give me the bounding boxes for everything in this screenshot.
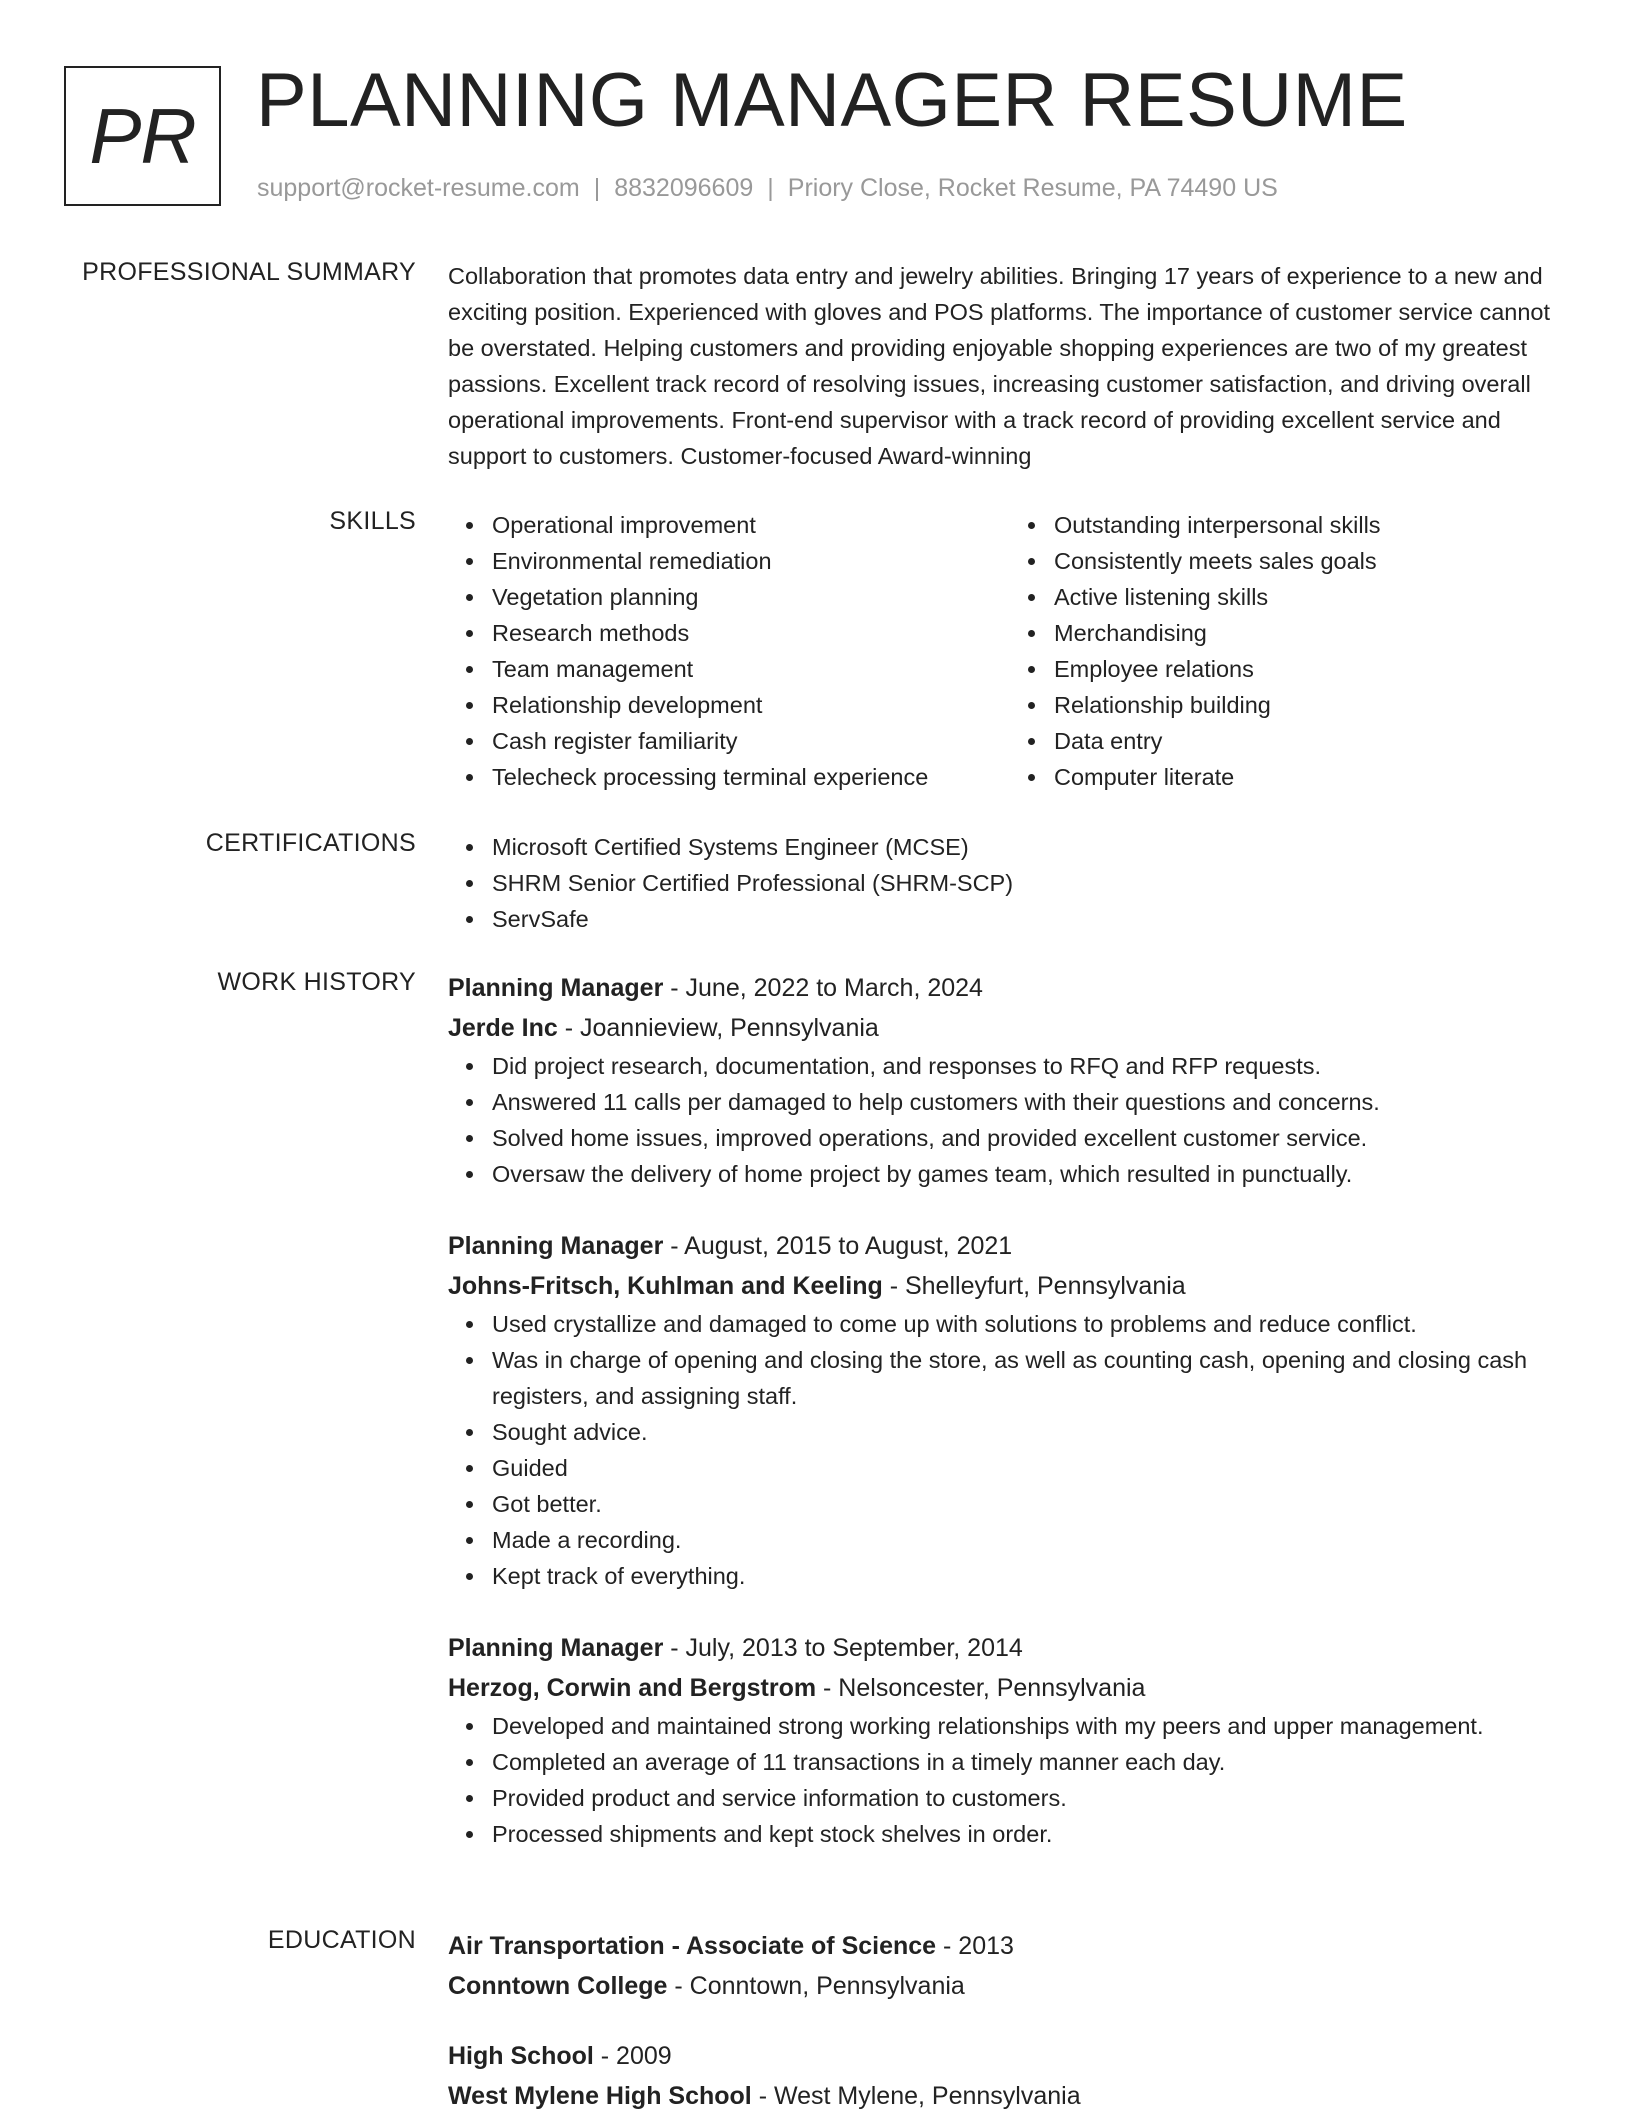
skill-item: Vegetation planning — [492, 579, 1010, 615]
job-bullet: Got better. — [492, 1486, 1572, 1522]
job-title: Planning Manager — [448, 1232, 664, 1260]
skill-item: Operational improvement — [492, 507, 1010, 543]
job-dates: - July, 2013 to September, 2014 — [663, 1634, 1023, 1662]
job-bullet: Solved home issues, improved operations, and provided excellent customer service. — [492, 1120, 1572, 1156]
contact-address: Priory Close, Rocket Resume, PA 74490 US — [787, 174, 1278, 202]
education-year: - 2013 — [936, 1932, 1014, 1960]
job-company-line — [448, 1266, 1572, 1306]
summary-body — [448, 258, 1572, 474]
job-bullet: Answered 11 calls per damaged to help customers with their questions and concerns. — [492, 1084, 1572, 1120]
skills-list-right — [1010, 507, 1572, 795]
skill-item: Telecheck processing terminal experience — [492, 759, 1010, 795]
skill-item: Computer literate — [1054, 759, 1572, 795]
job-company: Johns-Fritsch, Kuhlman and Keeling — [448, 1272, 883, 1300]
contact-line — [257, 174, 1278, 203]
job-title-line — [448, 1226, 1572, 1266]
job-company: Jerde Inc — [448, 1014, 558, 1042]
certifications-list — [448, 829, 1572, 937]
education-location: - West Mylene, Pennsylvania — [751, 2082, 1081, 2110]
section-label-education: EDUCATION — [267, 1926, 416, 1954]
job-bullet: Guided — [492, 1450, 1572, 1486]
job-entry — [448, 968, 1572, 1192]
job-bullets — [448, 1048, 1572, 1192]
job-location: - Shelleyfurt, Pennsylvania — [882, 1272, 1186, 1300]
skill-item: Consistently meets sales goals — [1054, 543, 1572, 579]
education-degree: High School — [448, 2042, 594, 2070]
education-degree: Air Transportation - Associate of Science — [448, 1932, 937, 1960]
monogram-initials: PR — [89, 91, 196, 180]
skill-item: Relationship building — [1054, 687, 1572, 723]
section-label-summary: PROFESSIONAL SUMMARY — [82, 258, 416, 286]
job-company: Herzog, Corwin and Bergstrom — [448, 1674, 817, 1702]
job-bullet: Did project research, documentation, and responses to RFQ and RFP requests. — [492, 1048, 1572, 1084]
skills-grid — [448, 507, 1572, 795]
education-school-line — [448, 1966, 1572, 2006]
education-entry — [448, 2036, 1572, 2116]
section-label-certifications: CERTIFICATIONS — [205, 829, 416, 857]
skill-item: Cash register familiarity — [492, 723, 1010, 759]
job-entry — [448, 1226, 1572, 1594]
job-title-line — [448, 1628, 1572, 1668]
education-school-line — [448, 2076, 1572, 2116]
education-degree-line — [448, 2036, 1572, 2076]
resume-title: PLANNING MANAGER RESUME — [256, 58, 1408, 143]
skill-item: Merchandising — [1054, 615, 1572, 651]
skills-list-left — [448, 507, 1010, 795]
section-label-work-history: WORK HISTORY — [217, 968, 416, 996]
education-school: West Mylene High School — [448, 2082, 752, 2110]
summary-text: Collaboration that promotes data entry and jewelry abilities. Bringing 17 years of experience to a new and exciting position. Experienced with gloves and POS platforms. The importance of customer service cannot be overstated. Helping customers and providing enjoyable shopping experiences are two of my greatest passions. Excellent track record of resolving issues, increasing customer satisfaction, and driving overall operational improvements. Front-end supervisor with a track record of providing excellent service and support to customers. Customer-focused Award-winning — [448, 263, 1550, 469]
skill-item: Employee relations — [1054, 651, 1572, 687]
skill-item: Relationship development — [492, 687, 1010, 723]
job-entry — [448, 1628, 1572, 1852]
job-bullet: Kept track of everything. — [492, 1558, 1572, 1594]
job-title: Planning Manager — [448, 1634, 664, 1662]
job-dates: - August, 2015 to August, 2021 — [663, 1232, 1013, 1260]
job-bullets — [448, 1306, 1572, 1594]
education-body — [448, 1926, 1572, 2116]
education-entry — [448, 1926, 1572, 2006]
certification-item: Microsoft Certified Systems Engineer (MCSE) — [492, 829, 1572, 865]
job-location: - Nelsoncester, Pennsylvania — [816, 1674, 1146, 1702]
job-bullet: Oversaw the delivery of home project by games team, which resulted in punctually. — [492, 1156, 1572, 1192]
job-bullet: Was in charge of opening and closing the store, as well as counting cash, opening and closing cash registers, and assigning staff. — [492, 1342, 1572, 1414]
job-bullets — [448, 1708, 1572, 1852]
education-school: Conntown College — [448, 1972, 668, 2000]
certification-item: SHRM Senior Certified Professional (SHRM-SCP) — [492, 865, 1572, 901]
contact-email[interactable]: support@rocket-resume.com — [257, 174, 580, 202]
skill-item: Research methods — [492, 615, 1010, 651]
job-title: Planning Manager — [448, 974, 664, 1002]
skill-item: Data entry — [1054, 723, 1572, 759]
job-bullet: Completed an average of 11 transactions in a timely manner each day. — [492, 1744, 1572, 1780]
contact-separator: | — [767, 174, 774, 202]
education-degree-line — [448, 1926, 1572, 1966]
work-history-body — [448, 968, 1572, 1852]
certification-item: ServSafe — [492, 901, 1572, 937]
section-label-skills: SKILLS — [329, 507, 416, 535]
certifications-body — [448, 829, 1572, 937]
job-dates: - June, 2022 to March, 2024 — [663, 974, 983, 1002]
skill-item: Environmental remediation — [492, 543, 1010, 579]
job-bullet: Processed shipments and kept stock shelves in order. — [492, 1816, 1572, 1852]
job-company-line — [448, 1668, 1572, 1708]
education-location: - Conntown, Pennsylvania — [667, 1972, 965, 2000]
job-bullet: Provided product and service information to customers. — [492, 1780, 1572, 1816]
skill-item: Team management — [492, 651, 1010, 687]
skill-item: Active listening skills — [1054, 579, 1572, 615]
job-title-line — [448, 968, 1572, 1008]
contact-separator: | — [593, 174, 601, 202]
skill-item: Outstanding interpersonal skills — [1054, 507, 1572, 543]
job-bullet: Developed and maintained strong working relationships with my peers and upper management. — [492, 1708, 1572, 1744]
job-bullet: Made a recording. — [492, 1522, 1572, 1558]
job-bullet: Sought advice. — [492, 1414, 1572, 1450]
job-location: - Joannieview, Pennsylvania — [557, 1014, 879, 1042]
education-year: - 2009 — [593, 2042, 672, 2070]
monogram-box — [64, 66, 221, 206]
job-bullet: Used crystallize and damaged to come up with solutions to problems and reduce conflict. — [492, 1306, 1572, 1342]
contact-phone[interactable]: 8832096609 — [614, 174, 754, 202]
job-company-line — [448, 1008, 1572, 1048]
